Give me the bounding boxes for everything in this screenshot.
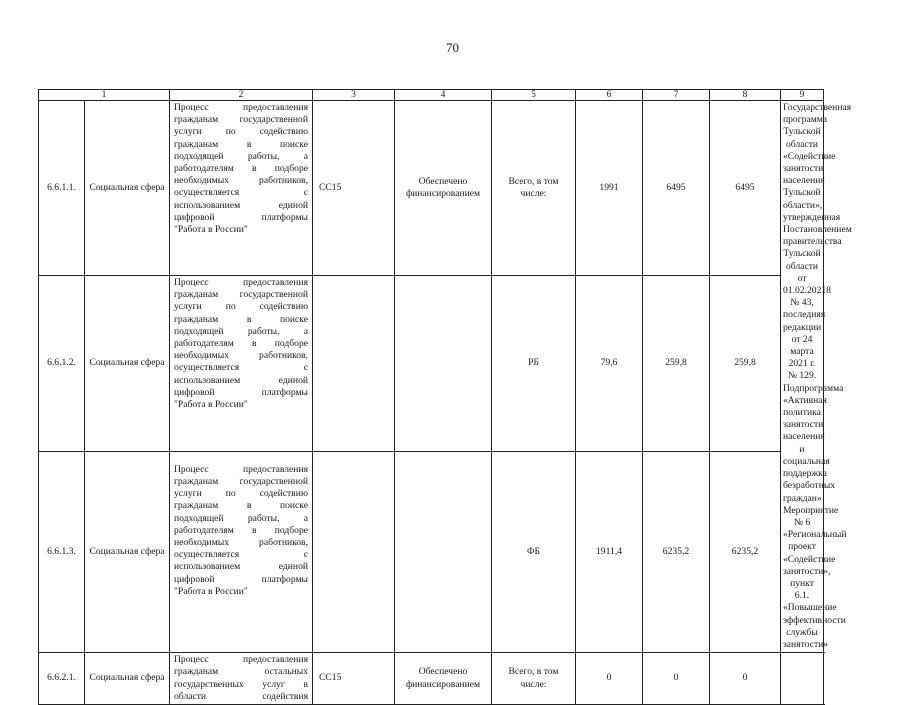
description-line: подходящей работы, а — [174, 512, 308, 524]
description-line: цифровой платформы — [174, 211, 308, 223]
program-reference-line: редакции — [783, 321, 822, 333]
description-line: использованием единой — [174, 199, 308, 211]
program-reference-line: службы — [786, 626, 818, 638]
description-line: услуги по содействию — [174, 301, 308, 313]
description-line: гражданам в поиске — [174, 138, 308, 150]
description-line: использованием единой — [174, 561, 308, 573]
program-reference-line: Тульской области — [783, 126, 821, 150]
header-cell-6: 6 — [576, 90, 643, 101]
description-line: "Работа в России" — [174, 398, 248, 410]
program-reference-line: Тульской — [783, 187, 821, 199]
amount-cell-v7: 0 — [643, 653, 710, 705]
code-cell: СС15 — [313, 653, 395, 705]
program-reference-line: «Содействие — [783, 553, 836, 565]
amount-cell-v7: 6235,2 — [643, 451, 710, 652]
amount-cell-v6: 1911,4 — [576, 451, 643, 652]
description-line: работодателям в подборе — [174, 524, 308, 536]
program-reference-line: безработных — [783, 480, 836, 492]
page-number: 70 — [446, 40, 459, 55]
description-line: "Работа в России" — [174, 224, 248, 236]
table-row — [39, 101, 824, 276]
description-line: гражданам государственной — [174, 114, 308, 126]
program-reference-line: правительства — [783, 236, 842, 248]
measures-table — [38, 89, 852, 705]
description-line: услуги по содействию — [174, 488, 308, 500]
description-line: необходимых работников, — [174, 175, 308, 187]
program-reference-line: области», — [783, 199, 823, 211]
description-line: цифровой платформы — [174, 573, 308, 585]
program-reference-line: программа — [783, 114, 828, 126]
table-row — [39, 653, 824, 705]
program-reference-line: поддержка — [783, 468, 827, 480]
program-reference-line: населения и — [783, 431, 825, 455]
description-line: "Работа в России" — [174, 585, 248, 597]
program-reference-line: политика — [783, 407, 821, 419]
program-reference-line: проект — [788, 541, 816, 553]
header-cell-9: 9 — [781, 90, 824, 101]
result-cell — [395, 451, 492, 652]
program-reference-line: «Содействие — [783, 150, 836, 162]
amount-cell-v8: 259,8 — [710, 275, 781, 451]
description-line: необходимых работников, — [174, 350, 308, 362]
code-cell — [313, 275, 395, 451]
header-cell-3: 3 — [313, 90, 395, 101]
program-reference-line: «Активная — [783, 394, 827, 406]
code-cell: СС15 — [313, 101, 395, 276]
description-cell — [170, 101, 313, 276]
description-line: подходящей работы, а — [174, 325, 308, 337]
result-cell — [395, 275, 492, 451]
description-line: услуги по содействию — [174, 126, 308, 138]
sphere-cell: Социальная сфера — [85, 451, 170, 652]
sphere-cell: Социальная сфера — [85, 653, 170, 705]
funding-source-cell: Всего, в том числе: — [492, 101, 576, 276]
description-line: работодателям в подборе — [174, 337, 308, 349]
header-cell-7: 7 — [643, 90, 710, 101]
description-cell — [170, 451, 313, 652]
amount-cell-v6: 79,6 — [576, 275, 643, 451]
description-line: Процесс предоставления — [174, 463, 308, 475]
code-cell — [313, 451, 395, 652]
description-line: гражданам в поиске — [174, 500, 308, 512]
description-line: осуществляется с — [174, 362, 308, 374]
row-number: 6.6.1.1. — [39, 101, 85, 276]
header-cell-1: 1 — [39, 90, 170, 101]
program-reference-cell-empty — [781, 653, 824, 705]
description-line: использованием единой — [174, 374, 308, 386]
description-line: Процесс предоставления — [174, 102, 308, 113]
description-cell — [170, 275, 313, 451]
header-cell-4: 4 — [395, 90, 492, 101]
funding-source-cell: Всего, в том числе: — [492, 653, 576, 705]
row-number: 6.6.2.1. — [39, 653, 85, 705]
amount-cell-v8: 0 — [710, 653, 781, 705]
program-reference-line: 6.1. «Повышение — [783, 590, 837, 614]
description-line: области содействия — [174, 690, 308, 702]
program-reference-line: № 43, последняя — [783, 297, 826, 321]
header-cell-8: 8 — [710, 90, 781, 101]
row-number: 6.6.1.3. — [39, 451, 85, 652]
sphere-cell: Социальная сфера — [85, 101, 170, 276]
table-row — [39, 451, 824, 652]
funding-source-cell: РБ — [492, 275, 576, 451]
program-reference-line: № 129. — [787, 370, 817, 382]
program-reference-line: Постановлением — [783, 224, 852, 236]
amount-cell-v6: 0 — [576, 653, 643, 705]
program-reference-line: населения — [783, 175, 825, 187]
result-cell: Обеспечено финансированием — [395, 653, 492, 705]
description-line: гражданам остальных — [174, 666, 308, 678]
amount-cell-v6: 1991 — [576, 101, 643, 276]
program-reference-line: занятости — [783, 419, 824, 431]
program-reference-line: занятости» — [783, 638, 829, 650]
description-line: цифровой платформы — [174, 386, 308, 398]
description-line: гражданам в поиске — [174, 313, 308, 325]
table-row — [39, 275, 824, 451]
program-reference-line: занятости», пункт — [783, 565, 831, 589]
amount-cell-v8: 6495 — [710, 101, 781, 276]
program-reference-line: Подпрограмма — [783, 382, 844, 394]
description-line: осуществляется с — [174, 549, 308, 561]
program-reference-line: Тульской области — [783, 248, 821, 272]
row-number: 6.6.1.2. — [39, 275, 85, 451]
header-cell-5: 5 — [492, 90, 576, 101]
program-reference-line: эффективности — [783, 614, 846, 626]
description-line: гражданам государственной — [174, 475, 308, 487]
funding-source-cell: ФБ — [492, 451, 576, 652]
program-reference-cell — [781, 101, 852, 653]
amount-cell-v7: 259,8 — [643, 275, 710, 451]
program-reference-line: от 01.02.20218 — [783, 272, 831, 297]
description-line: государственных услуг в — [174, 678, 308, 690]
description-line: гражданам государственной — [174, 289, 308, 301]
result-cell: Обеспечено финансированием — [395, 101, 492, 276]
program-reference-line: социальная — [783, 455, 830, 467]
program-reference-line: от 24 марта 2021 г. — [788, 333, 816, 370]
description-line: Процесс предоставления — [174, 276, 308, 288]
description-line: работодателям в подборе — [174, 163, 308, 175]
program-reference-line: Государственная — [783, 102, 852, 113]
program-reference-line: утвержденная — [783, 211, 841, 223]
description-cell — [170, 653, 313, 705]
program-reference-line: занятости — [783, 163, 824, 175]
amount-cell-v7: 6495 — [643, 101, 710, 276]
program-reference-line: граждан» — [783, 492, 822, 504]
description-line: осуществляется с — [174, 187, 308, 199]
amount-cell-v8: 6235,2 — [710, 451, 781, 652]
sphere-cell: Социальная сфера — [85, 275, 170, 451]
program-reference-line: Мероприятие № 6 — [783, 504, 839, 528]
header-cell-2: 2 — [170, 90, 313, 101]
description-line: подходящей работы, а — [174, 150, 308, 162]
description-line: необходимых работников, — [174, 536, 308, 548]
program-reference-line: «Региональный — [783, 529, 847, 541]
header-row — [39, 90, 824, 101]
description-line: Процесс предоставления — [174, 654, 308, 666]
